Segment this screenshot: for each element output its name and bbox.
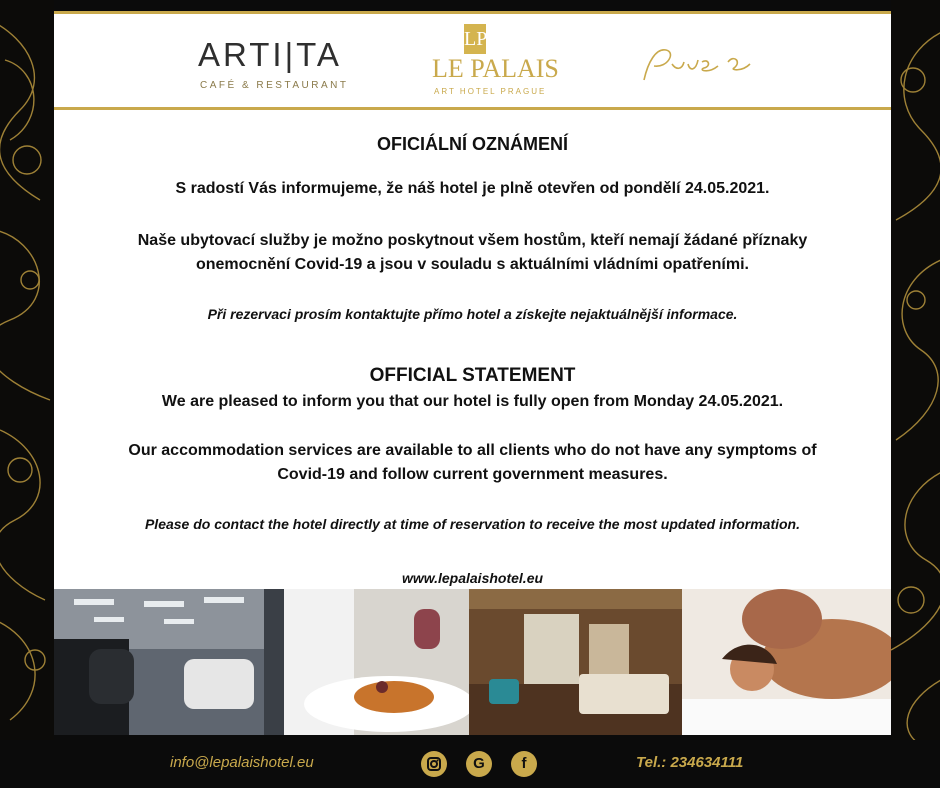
en-services-line-2: Covid-19 and follow current government measures. — [277, 466, 668, 483]
en-reservation-note: Please do contact the hotel directly at time of reservation to receive the most updated information. — [144, 516, 801, 532]
en-services-line-1: Our accommodation services are available to all clients who do not have any symptoms of — [128, 442, 817, 459]
photo-strip — [54, 589, 891, 735]
hotel-room-photo — [469, 589, 682, 735]
right-ornament-border — [891, 0, 940, 740]
le-palais-logo-subtitle: ART HOTEL PRAGUE — [434, 87, 547, 96]
artista-logo-subtitle: CAFÉ & RESTAURANT — [200, 80, 349, 91]
en-opening-line: We are pleased to inform you that our hotel is fully open from Monday 24.05.2021. — [161, 393, 784, 410]
google-icon[interactable]: G — [466, 751, 492, 777]
logo-header — [54, 14, 891, 110]
fine-dining-photo — [264, 589, 469, 735]
cz-services-line-2: onemocnění Covid-19 a jsou v souladu s aktuálními vládními opatřeními. — [195, 256, 749, 273]
cz-reservation-note: Při rezervaci prosím kontaktujte přímo hotel a získejte nejaktuálnější informace. — [207, 306, 738, 322]
spa-massage-photo — [682, 589, 891, 735]
left-ornament-border — [0, 0, 54, 740]
announcement-panel — [54, 14, 891, 589]
pure-signature-logo — [638, 42, 758, 86]
header-gold-line — [54, 107, 891, 110]
cz-opening-line: S radostí Vás informujeme, že náš hotel je plně otevřen od pondělí 24.05.2021. — [175, 180, 770, 197]
contact-footer — [0, 740, 940, 788]
en-title: OFFICIAL STATEMENT — [369, 365, 576, 386]
email-link[interactable]: info@lepalaishotel.eu — [170, 754, 314, 771]
le-palais-monogram: LP — [464, 24, 486, 54]
cz-services-line-1: Naše ubytovací služby je možno poskytnout všem hostům, kteří nemají žádané příznaky — [137, 232, 808, 249]
instagram-icon[interactable] — [421, 751, 447, 777]
website-link[interactable]: www.lepalaishotel.eu — [401, 570, 544, 586]
parking-garage-photo — [54, 589, 264, 735]
le-palais-logo: LE PALAIS — [432, 54, 559, 83]
facebook-icon[interactable]: f — [511, 751, 537, 777]
cz-title: OFICIÁLNÍ OZNÁMENÍ — [377, 134, 568, 154]
artista-logo: ARTI|TA — [198, 36, 342, 73]
telephone-number[interactable]: Tel.: 234634111 — [636, 754, 744, 771]
